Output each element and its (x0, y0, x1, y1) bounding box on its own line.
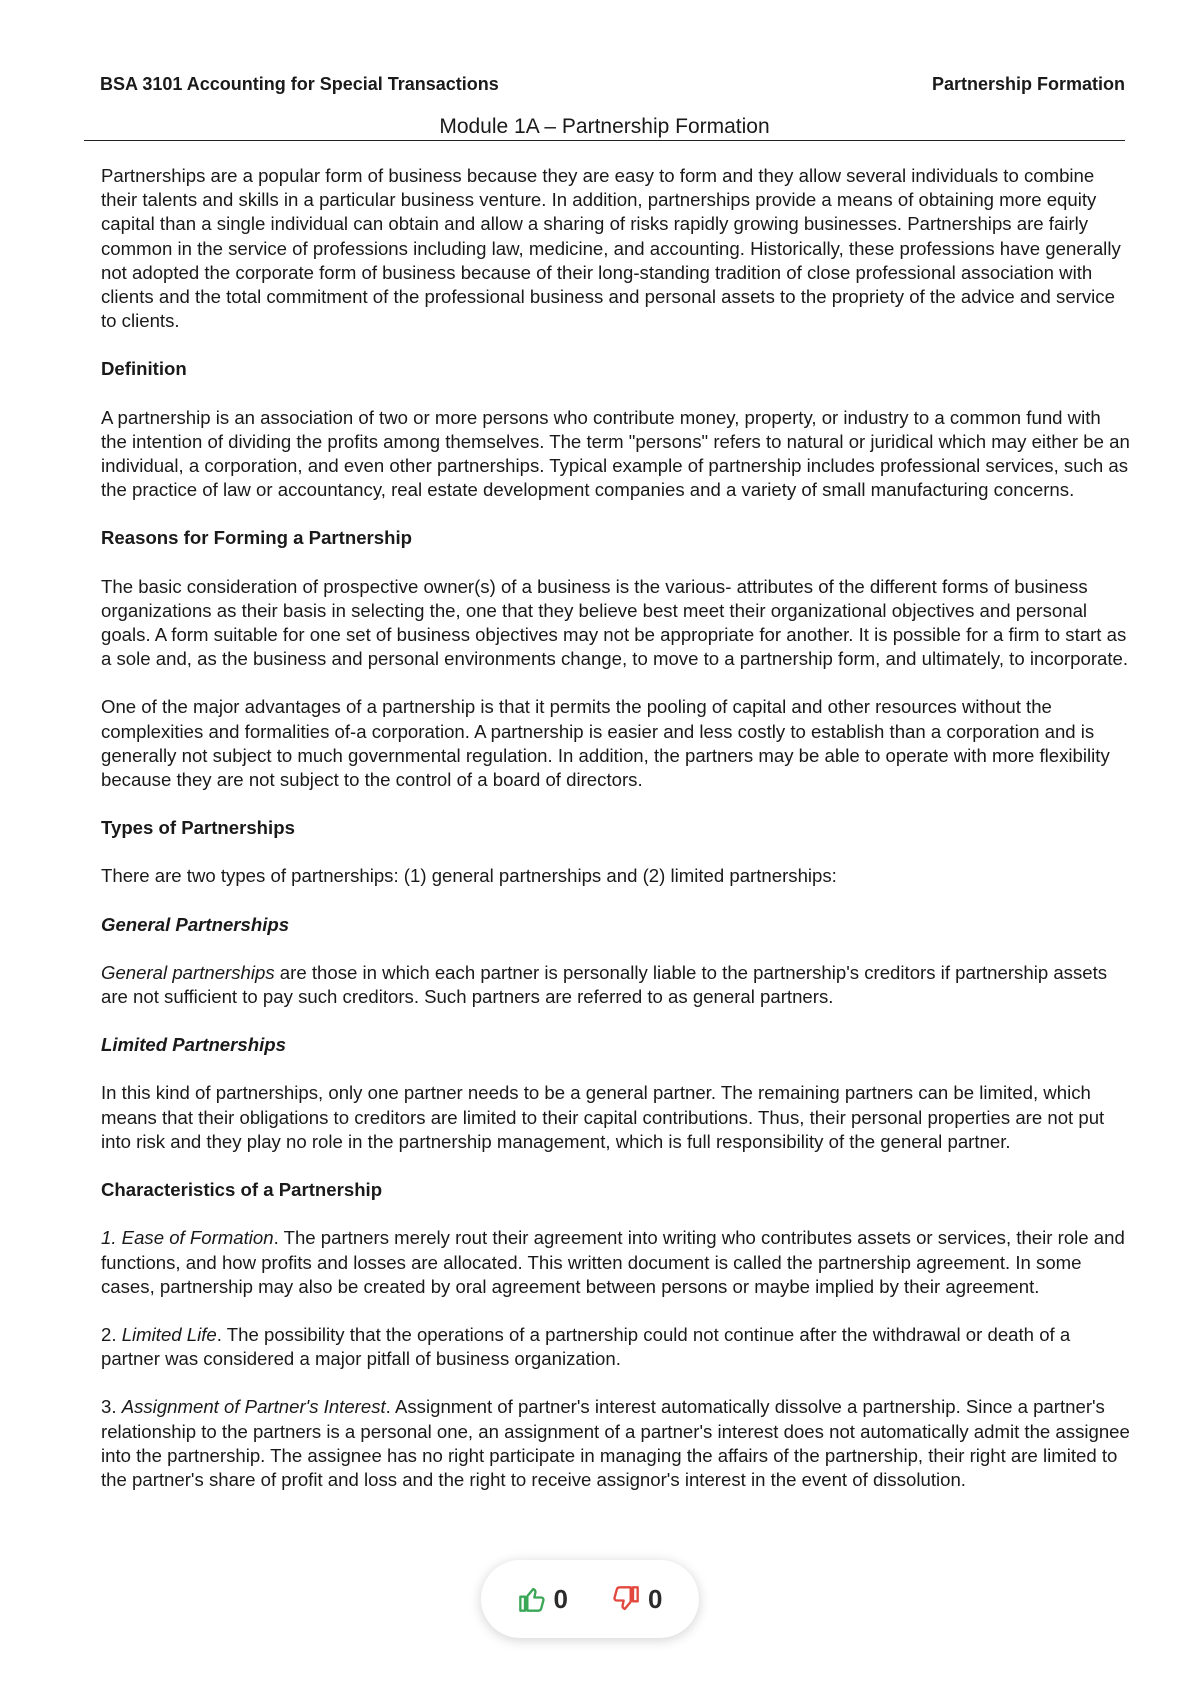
general-partnerships-term: General partnerships (101, 961, 275, 983)
types-paragraph: There are two types of partnerships: (1) general partnerships and (2) limited partnerships: (101, 865, 837, 887)
thumbs-up-icon (518, 1585, 546, 1613)
document-body (101, 164, 1131, 1516)
vote-bar (481, 1560, 699, 1638)
types-heading: Types of Partnerships (101, 817, 295, 839)
like-button[interactable] (518, 1584, 568, 1615)
general-partnerships-text: are those in which each partner is personally liable to the partnership's creditors if partnership assets are not sufficient to pay such creditors. Such partners are referred to as general partners. (101, 961, 1108, 1008)
limited-partnerships-paragraph: In this kind of partnerships, only one partner needs to be a general partner. The remaining partners can be limited, which means that their obligations to creditors are limited to their capital contributions. Thus, their personal properties are not put into risk and they play no role in the partnership management, which is full responsibility of the general partner. (101, 1082, 1105, 1152)
characteristic-item (101, 1395, 1131, 1492)
definition-paragraph: A partnership is an association of two or more persons who contribute money, property, or industry to a common fund with the intention of dividing the profits among themselves. The term "persons" refers to natural or juridical which may either be an individual, a corporation, and even other partnerships. Typical example of partnership includes professional services, such as the practice of law or accountancy, real estate development companies and a variety of small manufacturing concerns. (101, 406, 1130, 501)
characteristic-text: . The possibility that the operations of a partnership could not continue after the withdrawal or death of a partner was considered a major pitfall of business organization. (101, 1323, 1071, 1370)
page-title: Module 1A – Partnership Formation (84, 114, 1125, 141)
characteristic-text: . Assignment of partner's interest automatically dissolve a partnership. Since a partner's relationship to the partners is a personal one, an assignment of a partner's interest does not automatically admit the assignee into the partnership. The assignee has no right participate in managing the affairs of the partnership, their right are limited to the partner's share of profit and loss and the right to receive assignor's interest in the event of dissolution. (101, 1396, 1130, 1490)
intro-paragraph: Partnerships are a popular form of business because they are easy to form and they allow several individuals to combine their talents and skills in a particular business venture. In addition, partnerships provide a means of obtaining more equity capital than a single individual can obtain and allow a sharing of risks rapidly growing businesses. Partnerships are fairly common in the service of professions including law, medicine, and accounting. Historically, these professions have generally not adopted the corporate form of business because of their long-standing tradition of close professional association with clients and the total commitment of the professional business and personal assets to the propriety of the advice and service to clients. (101, 165, 1121, 332)
reasons-paragraph-2: One of the major advantages of a partnership is that it permits the pooling of capital and other resources without the complexities and formalities of-a corporation. A partnership is easier and less costly to establish than a corporation and is generally not subject to much governmental regulation. In addition, the partners may be able to operate with more flexibility because they are not subject to the control of a board of directors. (101, 696, 1110, 791)
limited-partnerships-heading: Limited Partnerships (101, 1034, 286, 1056)
general-partnerships-heading: General Partnerships (101, 913, 290, 935)
page-header (100, 74, 1125, 100)
general-partnerships-paragraph (101, 961, 1131, 1009)
characteristics-heading: Characteristics of a Partnership (101, 1179, 383, 1201)
reasons-paragraph-1: The basic consideration of prospective owner(s) of a business is the various- attributes of the different forms of business organizations as their basis in selecting the, one that they believe best meet their organizational objectives and personal goals. A form suitable for one set of business objectives may not be appropriate for another. It is possible for a firm to start as a sole and, as the business and personal environments change, to move to a partnership form, and ultimately, to incorporate. (101, 575, 1129, 670)
like-count: 0 (553, 1583, 568, 1614)
characteristic-title: Assignment of Partner's Interest (121, 1396, 386, 1418)
dislike-button[interactable] (612, 1584, 662, 1615)
header-topic: Partnership Formation (931, 74, 1125, 94)
characteristic-title: 1. Ease of Formation (101, 1227, 274, 1249)
header-course: BSA 3101 Accounting for Special Transactions (100, 74, 499, 94)
thumbs-down-icon (612, 1585, 640, 1613)
dislike-count: 0 (648, 1583, 663, 1614)
characteristic-number: 3. (101, 1396, 122, 1418)
reasons-heading: Reasons for Forming a Partnership (101, 527, 412, 549)
characteristic-item (101, 1226, 1131, 1299)
characteristic-title: Limited Life (121, 1323, 217, 1345)
characteristic-number: 2. (101, 1323, 122, 1345)
characteristic-text: . The partners merely rout their agreement into writing who contributes assets or services, their role and functions, and how profits and losses are allocated. This written document is called the partnership agreement. In some cases, partnership may also be created by oral agreement between persons or maybe implied by their agreement. (101, 1227, 1125, 1297)
characteristic-item (101, 1323, 1131, 1371)
definition-heading: Definition (101, 358, 187, 380)
